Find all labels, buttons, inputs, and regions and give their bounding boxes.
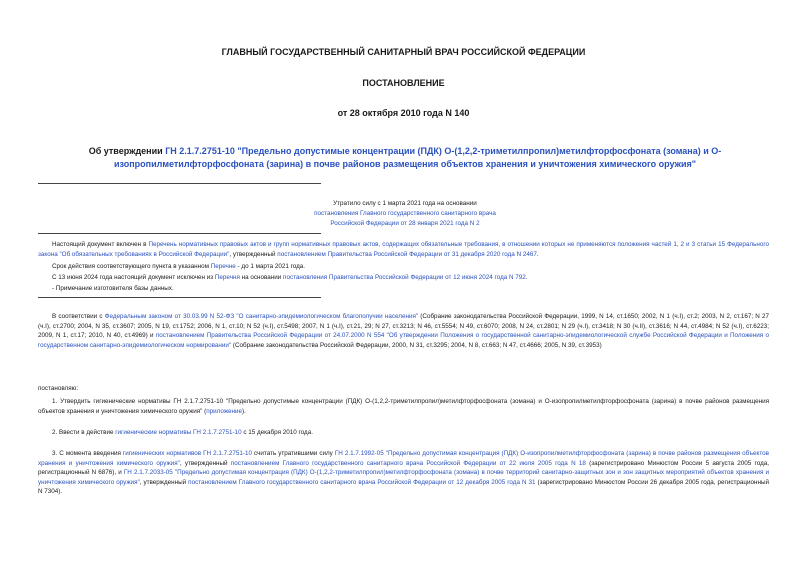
document-date: от 28 октября 2010 года N 140 xyxy=(337,108,470,118)
note-paragraph-3 xyxy=(52,273,769,283)
item-3-link-decree-31[interactable]: постановлением Главного государственного санитарного врача Российской Федерации от 12 декабря 2005 года N 31 xyxy=(188,478,536,486)
note-text: . xyxy=(536,250,539,258)
note-text: - до 1 марта 2021 года. xyxy=(235,263,306,270)
item-2-link-norms[interactable]: гигиенические нормативы ГН 2.1.7.2751-10 xyxy=(115,429,242,436)
note-text: , утвержденный xyxy=(229,250,278,258)
item-3-link-gn-2033[interactable]: ГН 2.1.7.2033-05 "Предельно допустимая концентрация (ПДК) О-(1,2,2-триметилпропил)метилфторфосфоната (зомана) в почве территорий санитарно-защитных зон и зон защитных мероприятий объектов хранения и уничтожения химического оружия" xyxy=(38,469,769,486)
status-link-line-2[interactable]: постановления Главного государственного санитарного врача xyxy=(314,210,496,217)
note-text: Срок действия соответствующего пункта в указанном xyxy=(52,263,211,270)
item-3-link-gn-1992[interactable]: ГН 2.1.7.1992-05 "Предельно допустимая концентрация (ПДК) О-изопропилметилфторфосфоната (зарина) в почве районов размещения объектов хранения и уничтожения химического оружия" xyxy=(38,450,769,467)
note-paragraph-1 xyxy=(38,240,769,259)
item-3-link-decree-18[interactable]: постановлением Главного государственного санитарного врача Российской Федерации от 22 июля 2005 года N 18 xyxy=(230,459,586,467)
preamble-text: В соответствии с xyxy=(52,313,105,320)
note-link-postanovlenie-2467[interactable]: постановлением Правительства Российской Федерации от 31 декабря 2020 года N 2467 xyxy=(277,250,537,258)
status-note xyxy=(180,199,630,229)
authority-heading: ГЛАВНЫЙ ГОСУДАРСТВЕННЫЙ САНИТАРНЫЙ ВРАЧ РОССИЙСКОЙ ФЕДЕРАЦИИ xyxy=(221,47,586,57)
item-text: , утвержденный xyxy=(139,478,189,486)
note-text: Настоящий документ включен в xyxy=(52,241,149,248)
status-line-1: Утратило силу с 1 марта 2021 года на основании xyxy=(333,200,477,207)
note-text: на основании xyxy=(239,274,284,281)
item-text: , утвержденный xyxy=(179,459,231,467)
item-2 xyxy=(38,428,769,438)
title-prefix: Об утверждении xyxy=(88,146,166,156)
resolves-line: постановляю: xyxy=(38,385,79,392)
note-link-perechen-2[interactable]: Перечне xyxy=(210,263,236,270)
preamble-link-federal-law[interactable]: Федеральным законом от 30.03.99 N 52-ФЗ "О санитарно-эпидемиологическом благополучии населения" xyxy=(104,313,419,320)
item-text: 3. С момента введения xyxy=(52,450,123,457)
note-paragraph-2 xyxy=(52,262,769,272)
item-text: (зарегистрировано Минюстом России 26 декабря 2005 года, регистрационный N 7304). xyxy=(38,478,770,495)
divider xyxy=(38,183,321,184)
preamble-link-government-decree[interactable]: постановлением Правительства Российской Федерации от 24.07.2000 N 554 "Об утверждении Положения о государственной санитарно-эпидемиологической службе Российской Федерации и Положения о государственном санитарно-эпидемиологическом нормировании" xyxy=(38,332,770,349)
note-link-perechen[interactable]: Перечень нормативных правовых актов и групп нормативных правовых актов, содержащих обязательные требования, в отношении которых не применяются положения частей 1, 2 и 3 статьи 15 Федерального закона "Об обязательных требованиях в Российской Федерации" xyxy=(38,241,769,258)
preamble-paragraph xyxy=(38,312,769,350)
item-1 xyxy=(38,397,769,416)
divider xyxy=(38,233,321,234)
item-text: 2. Ввести в действие xyxy=(52,429,116,436)
note-text: С 13 июня 2024 года настоящий документ исключен из xyxy=(52,274,215,281)
item-text: считать утратившими силу xyxy=(252,450,335,457)
status-link-line-3[interactable]: Российской Федерации от 28 января 2021 года N 2 xyxy=(330,220,480,227)
item-text: 1. Утвердить гигиенические нормативы ГН 2.1.7.2751-10 "Предельно допустимые концентрации (ПДК) О-(1,2,2-триметилпропил)метилфторфосфоната (зомана) и О-изопропилметилфторфосфоната (зарина) в почве районов размещения объектов хранения и уничтожения химического оружия" ( xyxy=(38,398,769,415)
item-1-link-appendix[interactable]: приложение xyxy=(206,407,243,415)
note-link-postanovlenie-792[interactable]: постановления Правительства Российской Федерации от 12 июня 2024 года N 792 xyxy=(283,274,526,281)
preamble-text: (Собрание законодательства Российской Федерации, 2000, N 31, ст.3295; 2004, N 8, ст.663; N 47, ст.4666; 2005, N 39, ст.3953) xyxy=(231,341,602,349)
item-text: (зарегистрировано Минюстом России 5 августа 2005 года, регистрационный N 6876), и xyxy=(38,459,769,476)
note-paragraph-4: - Примечание изготовителя базы данных. xyxy=(52,285,174,292)
preamble-text: (Собрание законодательства Российской Федерации, 1999, N 14, ст.1650; 2002, N 1 (ч.I), ст.2; 2003, N 2, ст.167; N 27 (ч.I), ст.2700; 2004, N 35, ст.3607; 2005, N 19, ст.1752; 2006, N 1, ст.10; N 52 (ч.I), ст.5498; 2007, N 1 (ч.I), ст.21, 29; N 27, ст.3213; N 46, ст.5554; N 49, ст.6070; 2008, N 24, ст.2801; N 29 (ч.I), ст.3418; N 30 (ч.II), ст.3616; N 44, ст.4984; N 52 (ч.I), ст.6223; 2009, N 1, ст.17; 2010, N 40, ст.4969) и xyxy=(38,313,770,339)
document-type-heading: ПОСТАНОВЛЕНИЕ xyxy=(362,78,445,88)
title-link[interactable]: ГН 2.1.7.2751-10 "Предельно допустимые концентрации (ПДК) О-(1,2,2-триметилпропил)метилфторфосфоната (зомана) и О-изопропилметилфторфосфоната (зарина) в почве районов размещения объектов хранения и уничтожения химического оружия" xyxy=(113,146,722,169)
divider xyxy=(38,297,321,298)
item-text: с 15 декабря 2010 года. xyxy=(241,429,313,436)
item-text: ). xyxy=(242,407,246,415)
item-3 xyxy=(38,449,769,497)
item-3-link-norms[interactable]: гигиенических нормативов ГН 2.1.7.2751-10 xyxy=(122,450,252,457)
note-link-perechnya[interactable]: Перечня xyxy=(214,274,240,281)
note-text: . xyxy=(525,274,528,281)
document-title xyxy=(70,145,740,171)
